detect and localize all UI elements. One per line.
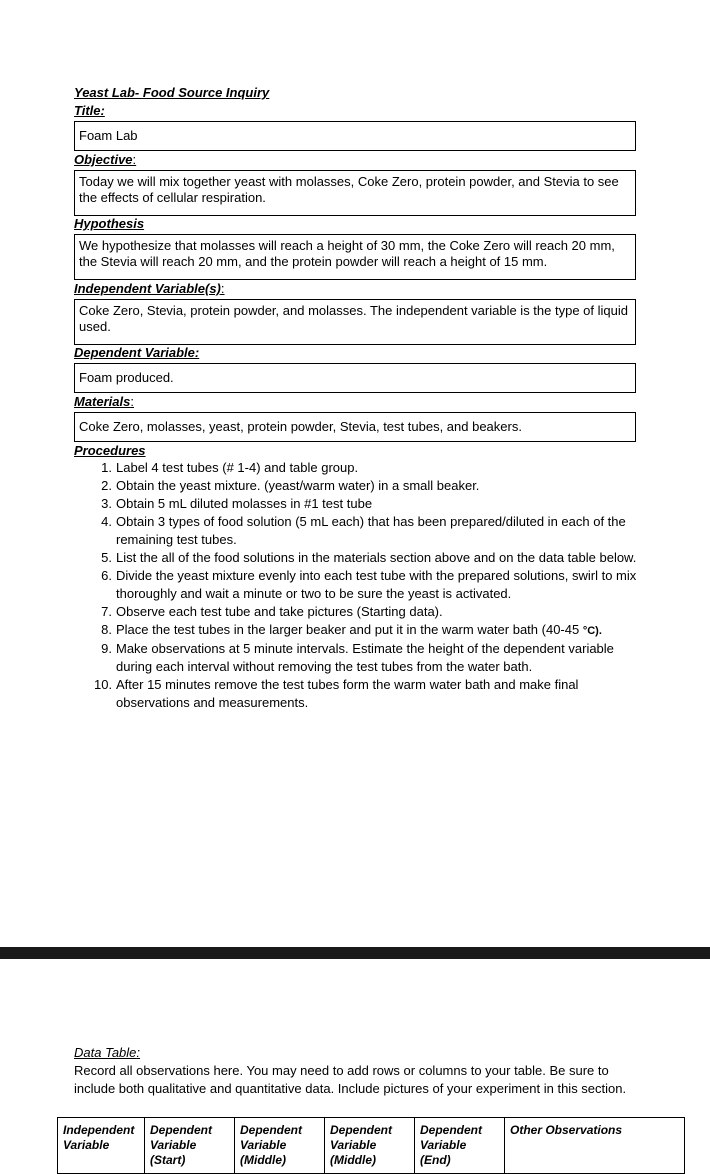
procedure-step: 2 . Obtain the yeast mixture. (yeast/warm water) in a small beaker. xyxy=(74,477,644,495)
materials-box: Coke Zero, molasses, yeast, protein powder, Stevia, test tubes, and beakers. xyxy=(74,412,636,442)
independent-variable-box: Coke Zero, Stevia, protein powder, and molasses. The independent variable is the type of liquid used. xyxy=(74,299,636,345)
procedure-step: 3 . Obtain 5 mL diluted molasses in #1 test tube xyxy=(74,495,644,513)
column-header: Dependent Variable (End) xyxy=(415,1118,505,1174)
lab-title: Yeast Lab- Food Source Inquiry xyxy=(74,85,270,100)
column-header: Other Observations xyxy=(505,1118,685,1174)
column-header: Dependent Variable (Middle) xyxy=(325,1118,415,1174)
table-header-row xyxy=(58,1118,685,1174)
objective-heading: Objective: xyxy=(74,152,137,167)
title-heading: Title: xyxy=(74,103,105,118)
materials-heading: Materials: xyxy=(74,394,134,409)
hypothesis-box: We hypothesize that molasses will reach a height of 30 mm, the Coke Zero will reach 20 mm, the Stevia will reach 20 mm, and the protein powder will reach a height of 15 mm. xyxy=(74,234,636,280)
procedure-step: 7 . Observe each test tube and take pictures (Starting data). xyxy=(74,603,644,621)
procedure-step: 1 . Label 4 test tubes (# 1-4) and table group. xyxy=(74,459,644,477)
column-header: Dependent Variable (Start) xyxy=(145,1118,235,1174)
dependent-variable-heading: Dependent Variable: xyxy=(74,345,200,360)
procedure-step: 4 . Obtain 3 types of food solution (5 mL each) that has been prepared/diluted in each of the remaining test tubes. xyxy=(74,513,644,549)
hypothesis-heading: Hypothesis xyxy=(74,216,145,231)
column-header: Independent Variable xyxy=(58,1118,145,1174)
procedure-step: 10 . After 15 minutes remove the test tubes form the warm water bath and make final observations and measurements. xyxy=(74,676,644,712)
independent-variable-heading: Independent Variable(s): xyxy=(74,281,225,296)
procedures-heading: Procedures xyxy=(74,443,146,458)
title-box: Foam Lab xyxy=(74,121,636,151)
procedure-step: 9 . Make observations at 5 minute intervals. Estimate the height of the dependent variable during each interval without removing the test tubes from the water bath. xyxy=(74,640,644,676)
data-table-instructions: Record all observations here. You may need to add rows or columns to your table. Be sure to include both qualitative and quantitative data. Include pictures of your experiment in this section. xyxy=(74,1063,627,1096)
column-header: Dependent Variable (Middle) xyxy=(235,1118,325,1174)
procedure-step: 5 . List the all of the food solutions in the materials section above and on the data table below. xyxy=(74,549,644,567)
procedure-step: 8 . Place the test tubes in the larger beaker and put it in the warm water bath (40-45 °C). xyxy=(74,621,644,640)
dependent-variable-box: Foam produced. xyxy=(74,363,636,393)
procedures-list xyxy=(74,459,644,712)
page-divider xyxy=(0,947,710,959)
temperature-unit: °C). xyxy=(582,625,602,637)
objective-box: Today we will mix together yeast with molasses, Coke Zero, protein powder, and Stevia to see the effects of cellular respiration. xyxy=(74,170,636,216)
data-table-heading: Data Table: xyxy=(74,1045,141,1060)
data-table xyxy=(57,1117,685,1174)
procedure-step: 6 . Divide the yeast mixture evenly into each test tube with the prepared solutions, swirl to mix thoroughly and wait a minute or two to be sure the yeast is activated. xyxy=(74,567,644,603)
